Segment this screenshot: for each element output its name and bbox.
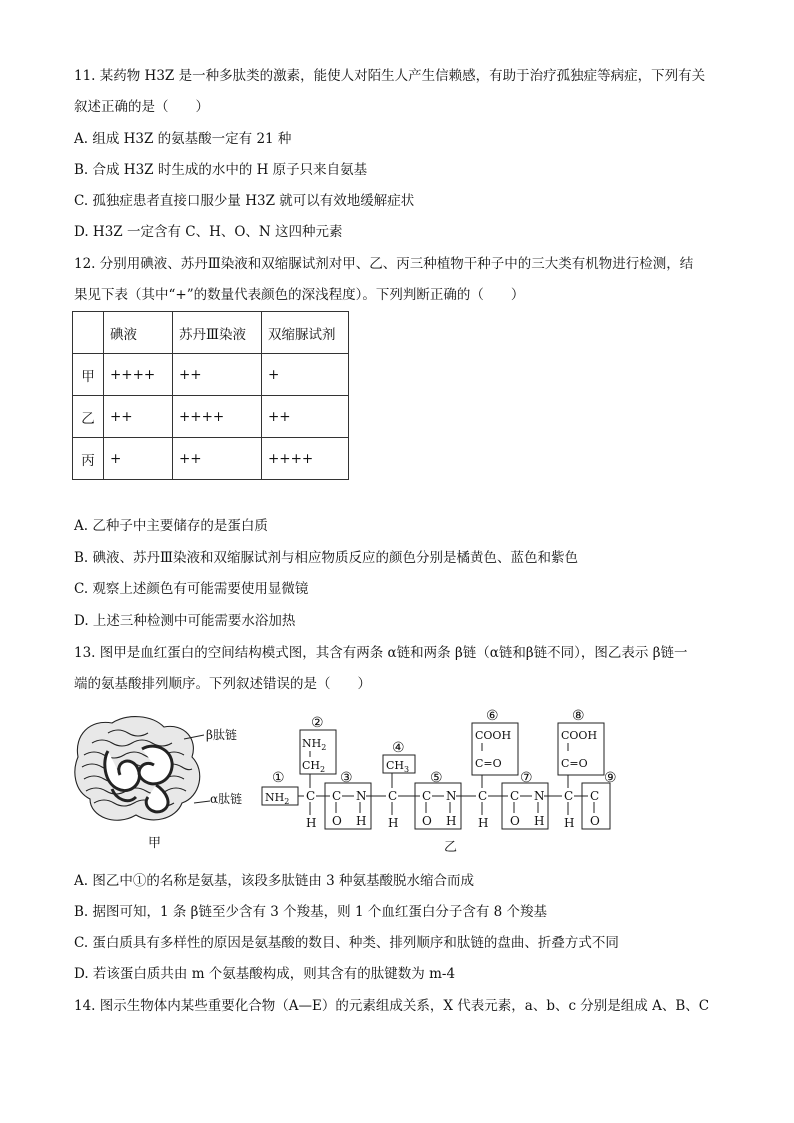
group-co-side-2: C=O <box>561 757 588 770</box>
group-cooh-1: COOH <box>475 729 512 742</box>
figure-yi-label: 乙 <box>444 840 458 855</box>
circled-label-8: ⑧ <box>572 708 585 724</box>
atom-o: O <box>422 814 432 828</box>
atom-c: C <box>332 789 342 803</box>
hemoglobin-model <box>75 717 210 821</box>
beta-chain-label: β肽链 <box>206 728 237 742</box>
atom-c: C <box>590 789 600 803</box>
q13-option-a: A. 图乙中①的名称是氨基，该段多肽链由 3 种氨基酸脱水缩合而成 <box>74 873 475 889</box>
table-row <box>73 438 349 480</box>
circled-label-6: ⑥ <box>486 708 499 724</box>
group-nh2-2: NH <box>302 737 322 750</box>
atom-n: N <box>534 789 545 803</box>
atom-c: C <box>388 789 398 803</box>
table-cell <box>73 312 104 354</box>
alpha-chain-label: α肽链 <box>210 792 243 806</box>
q11-option-b: B. 合成 H3Z 时生成的水中的 H 原子只来自氨基 <box>74 162 368 178</box>
q11-option-a: A. 组成 H3Z 的氨基酸一定有 21 种 <box>74 131 292 147</box>
q12-option-a: A. 乙种子中主要储存的是蛋白质 <box>74 518 268 534</box>
table-cell: 乙 <box>73 396 104 438</box>
q11-option-c: C. 孤独症患者直接口服少量 H3Z 就可以有效地缓解症状 <box>74 193 415 209</box>
atom-h: H <box>534 814 545 828</box>
atom-h: H <box>478 816 489 830</box>
q13-option-c: C. 蛋白质具有多样性的原因是氨基酸的数目、种类、排列顺序和肽链的盘曲、折叠方式不同 <box>74 935 619 951</box>
table-cell: + <box>262 354 349 396</box>
q12-stem-line2: 果见下表（其中“+”的数量代表颜色的深浅程度）。下列判断正确的（ ） <box>74 287 525 303</box>
table-row <box>73 354 349 396</box>
q11-stem-line1: 11. 某药物 H3Z 是一种多肽类的激素，能使人对陌生人产生信赖感，有助于治疗孤独症等病症，下列有关 <box>74 68 706 84</box>
q11-option-d: D. H3Z 一定含有 C、H、O、N 这四种元素 <box>74 224 343 240</box>
table-cell: 甲 <box>73 354 104 396</box>
atom-o: O <box>590 814 600 828</box>
table-row <box>73 396 349 438</box>
group-ch3: CH <box>386 759 405 772</box>
circled-label-2: ② <box>311 715 324 731</box>
circled-label-5: ⑤ <box>430 770 443 786</box>
svg-text:NH2: $NH_2$ <box>302 737 327 752</box>
q12-option-c: C. 观察上述颜色有可能需要使用显微镜 <box>74 581 309 597</box>
atom-o: O <box>510 814 520 828</box>
q13-figure <box>72 705 712 857</box>
svg-text:CH3: $CH_3$ <box>386 759 410 774</box>
circled-label-3: ③ <box>340 770 353 786</box>
circled-label-1: ① <box>272 770 285 786</box>
atom-h: H <box>388 816 399 830</box>
atom-c: C <box>564 789 574 803</box>
peptide-chain <box>262 708 617 830</box>
circled-label-7: ⑦ <box>520 770 533 786</box>
q12-stem-line1: 12. 分别用碘液、苏丹Ⅲ染液和双缩脲试剂对甲、乙、丙三种植物干种子中的三大类有机物进行检测，结 <box>74 256 694 272</box>
table-header-row <box>73 312 349 354</box>
svg-text:CH2: $CH_2$ <box>302 759 326 774</box>
table-cell: ++ <box>104 396 173 438</box>
table-cell: ++ <box>173 438 262 480</box>
svg-text:NH2: $NH_2$ <box>265 791 290 806</box>
q12-option-b: B. 碘液、苏丹Ⅲ染液和双缩脲试剂与相应物质反应的颜色分别是橘黄色、蓝色和紫色 <box>74 550 579 566</box>
atom-h: H <box>356 814 367 828</box>
atom-c: C <box>306 789 316 803</box>
q14-stem-line1: 14. 图示生物体内某些重要化合物（A—E）的元素组成关系，X 代表元素，a、b、c 分别是组成 A、B、C <box>74 998 710 1014</box>
q11-stem-line2: 叙述正确的是（ ） <box>74 99 209 115</box>
table-cell: ++ <box>173 354 262 396</box>
group-co-side-1: C=O <box>475 757 502 770</box>
table-header-sudan: 苏丹Ⅲ染液 <box>173 312 262 354</box>
q13-option-d: D. 若该蛋白质共由 m 个氨基酸构成，则其含有的肽键数为 m-4 <box>74 966 456 982</box>
table-header-biuret: 双缩脲试剂 <box>262 312 349 354</box>
group-cooh-2: COOH <box>561 729 598 742</box>
group-nh2-1: NH <box>265 791 285 804</box>
atom-c: C <box>510 789 520 803</box>
q13-option-b: B. 据图可知，1 条 β链至少含有 3 个羧基，则 1 个血红蛋白分子含有 8 个羧基 <box>74 904 547 920</box>
circled-label-4: ④ <box>392 740 405 756</box>
atom-o: O <box>332 814 342 828</box>
q12-option-d: D. 上述三种检测中可能需要水浴加热 <box>74 613 296 629</box>
table-cell: ++++ <box>104 354 173 396</box>
table-cell: 丙 <box>73 438 104 480</box>
group-ch2: CH <box>302 759 321 772</box>
table-cell: ++++ <box>173 396 262 438</box>
atom-n: N <box>446 789 457 803</box>
q13-stem-line1: 13. 图甲是血红蛋白的空间结构模式图，其含有两条 α链和两条 β链（α链和β链不同），图乙表示 β链一 <box>74 645 688 661</box>
q13-stem-line2: 端的氨基酸排列顺序。下列叙述错误的是（ ） <box>74 676 371 692</box>
atom-c: C <box>478 789 488 803</box>
circled-label-9: ⑨ <box>604 770 617 786</box>
atom-c: C <box>422 789 432 803</box>
q12-result-table <box>72 311 349 480</box>
atom-h: H <box>306 816 317 830</box>
atom-h: H <box>564 816 575 830</box>
atom-h: H <box>446 814 457 828</box>
table-cell: ++ <box>262 396 349 438</box>
table-cell: + <box>104 438 173 480</box>
table-cell: ++++ <box>262 438 349 480</box>
figure-jia-label: 甲 <box>148 836 162 851</box>
table-header-iodine: 碘液 <box>104 312 173 354</box>
atom-n: N <box>356 789 367 803</box>
